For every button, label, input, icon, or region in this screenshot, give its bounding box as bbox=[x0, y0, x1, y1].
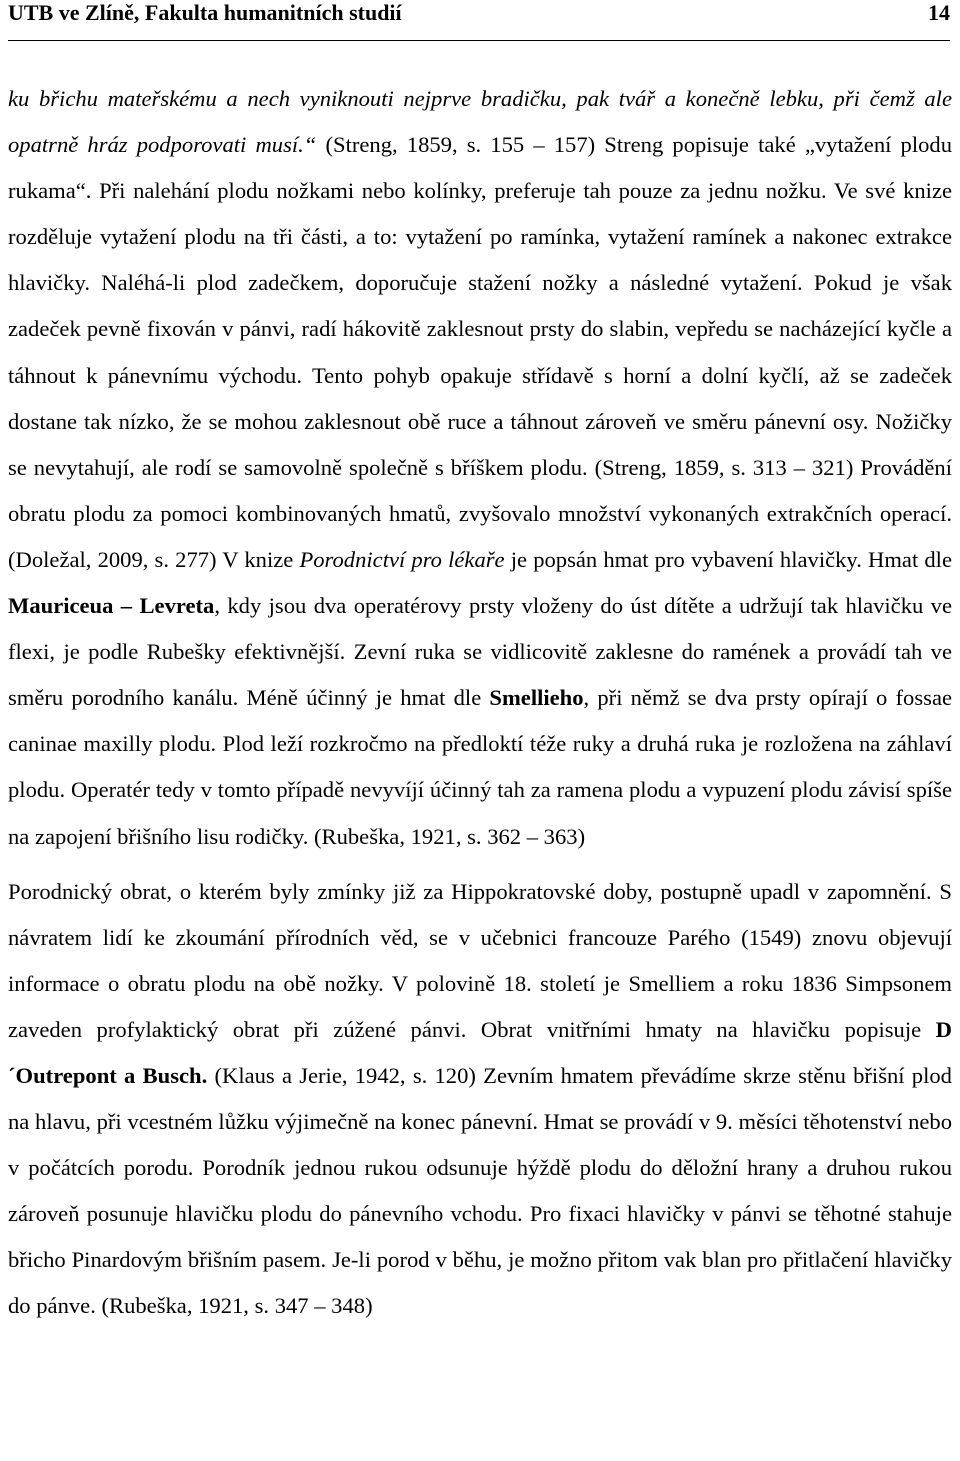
text-run: (Klaus a Jerie, 1942, s. 120) Zevním hmatem převádíme skrze stěnu břišní plod na hlavu, při vcestném lůžku výjimečně na konec pánevní. Hmat se provádí v 9. měsíci těhotenství nebo v počátcích porodu. Porodník jednou rukou odsunuje hýždě plodu do děložní hrany a druhou rukou zároveň posunuje hlavičku plodu do pánevního vchodu. Pro fixaci hlavičky v pánvi se těhotné stahuje břicho Pinardovým břišním pasem. Je-li porod v běhu, je možno přitom vak blan pro přitlačení hlavičky do pánve. (Rubeška, 1921, s. 347 – 348) bbox=[8, 1062, 952, 1319]
quote-text: ku břichu mateřskému a nech vyniknouti nejprve bradičku, pak tvář a konečně lebku, při čemž ale opatrně hráz podporovati musí.“ bbox=[8, 86, 952, 158]
text-run: je popsán hmat pro vybavení hlavičky. Hmat dle bbox=[504, 546, 952, 572]
emphasis-term: D´Outrepont a Busch. bbox=[8, 1016, 952, 1088]
page-header bbox=[8, 0, 950, 41]
paragraph bbox=[8, 76, 952, 860]
document-title: UTB ve Zlíně, Fakulta humanitních studií bbox=[8, 0, 402, 25]
text-run: , kdy jsou dva operatérovy prsty vloženy do úst dítěte a udržují tak hlavičku ve flexi, je podle Rubešky efektivnější. Zevní ruka se vidlicovitě zaklesne do ramének a provádí tah ve směru porodního kanálu. Méně účinný je hmat dle bbox=[8, 593, 952, 711]
book-title: Porodnictví pro lékaře bbox=[299, 546, 505, 572]
emphasis-term: Smellieho bbox=[489, 685, 584, 711]
emphasis-term: Mauriceua – Levreta bbox=[8, 593, 215, 619]
text-run: (Streng, 1859, s. 155 – 157) Streng popisuje také „vytažení plodu rukama“. Při nalehání plodu nožkami nebo kolínky, preferuje tah pouze za jednu nožku. Ve své knize rozděluje vytažení plodu na tři části, a to: vytažení po ramínka, vytažení ramínek a nakonec extrakce hlavičky. Naléhá-li plod zadečkem, doporučuje stažení nožky a následné vytažení. Pokud je však zadeček pevně fixován v pánvi, radí hákovitě zaklesnout prsty do slabin, vepředu se nacházející kyčle a táhnout k pánevnímu východu. Tento pohyb opakuje střídavě s horní a dolní kyčlí, až se zadeček dostane tak nízko, že se mohou zaklesnout obě ruce a táhnout zároveň ve směru pánevní osy. Nožičky se nevytahují, ale rodí se samovolně společně s bříškem plodu. (Streng, 1859, s. 313 – 321) Provádění obratu plodu za pomoci kombinovaných hmatů, zvyšovalo množství vykonaných extrakčních operací. (Doležal, 2009, s. 277) V knize bbox=[8, 132, 952, 572]
body-text bbox=[8, 76, 952, 1330]
page-number: 14 bbox=[928, 0, 950, 25]
text-run: Porodnický obrat, o kterém byly zmínky již za Hippokratovské doby, postupně upadl v zapomnění. S návratem lidí ke zkoumání přírodních věd, se v učebnici francouze Paréhо (1549) znovu objevují informace o obratu plodu na obě nožky. V polovině 18. století je Smelliem a roku 1836 Simpsonem zaveden profylaktický obrat při zúžené pánvi. Obrat vnitřními hmaty na hlavičku popisuje bbox=[8, 878, 952, 1042]
paragraph bbox=[8, 869, 952, 1330]
text-run: , při němž se dva prsty opírají o fossae caninae maxilly plodu. Plod leží rozkročmo na předloktí téže ruky a druhá ruka je rozložena na záhlaví plodu. Operatér tedy v tomto případě nevyvíjí účinný tah za ramena plodu a vypuzení plodu závisí spíše na zapojení břišního lisu rodičky. (Rubeška, 1921, s. 362 – 363) bbox=[8, 685, 952, 849]
